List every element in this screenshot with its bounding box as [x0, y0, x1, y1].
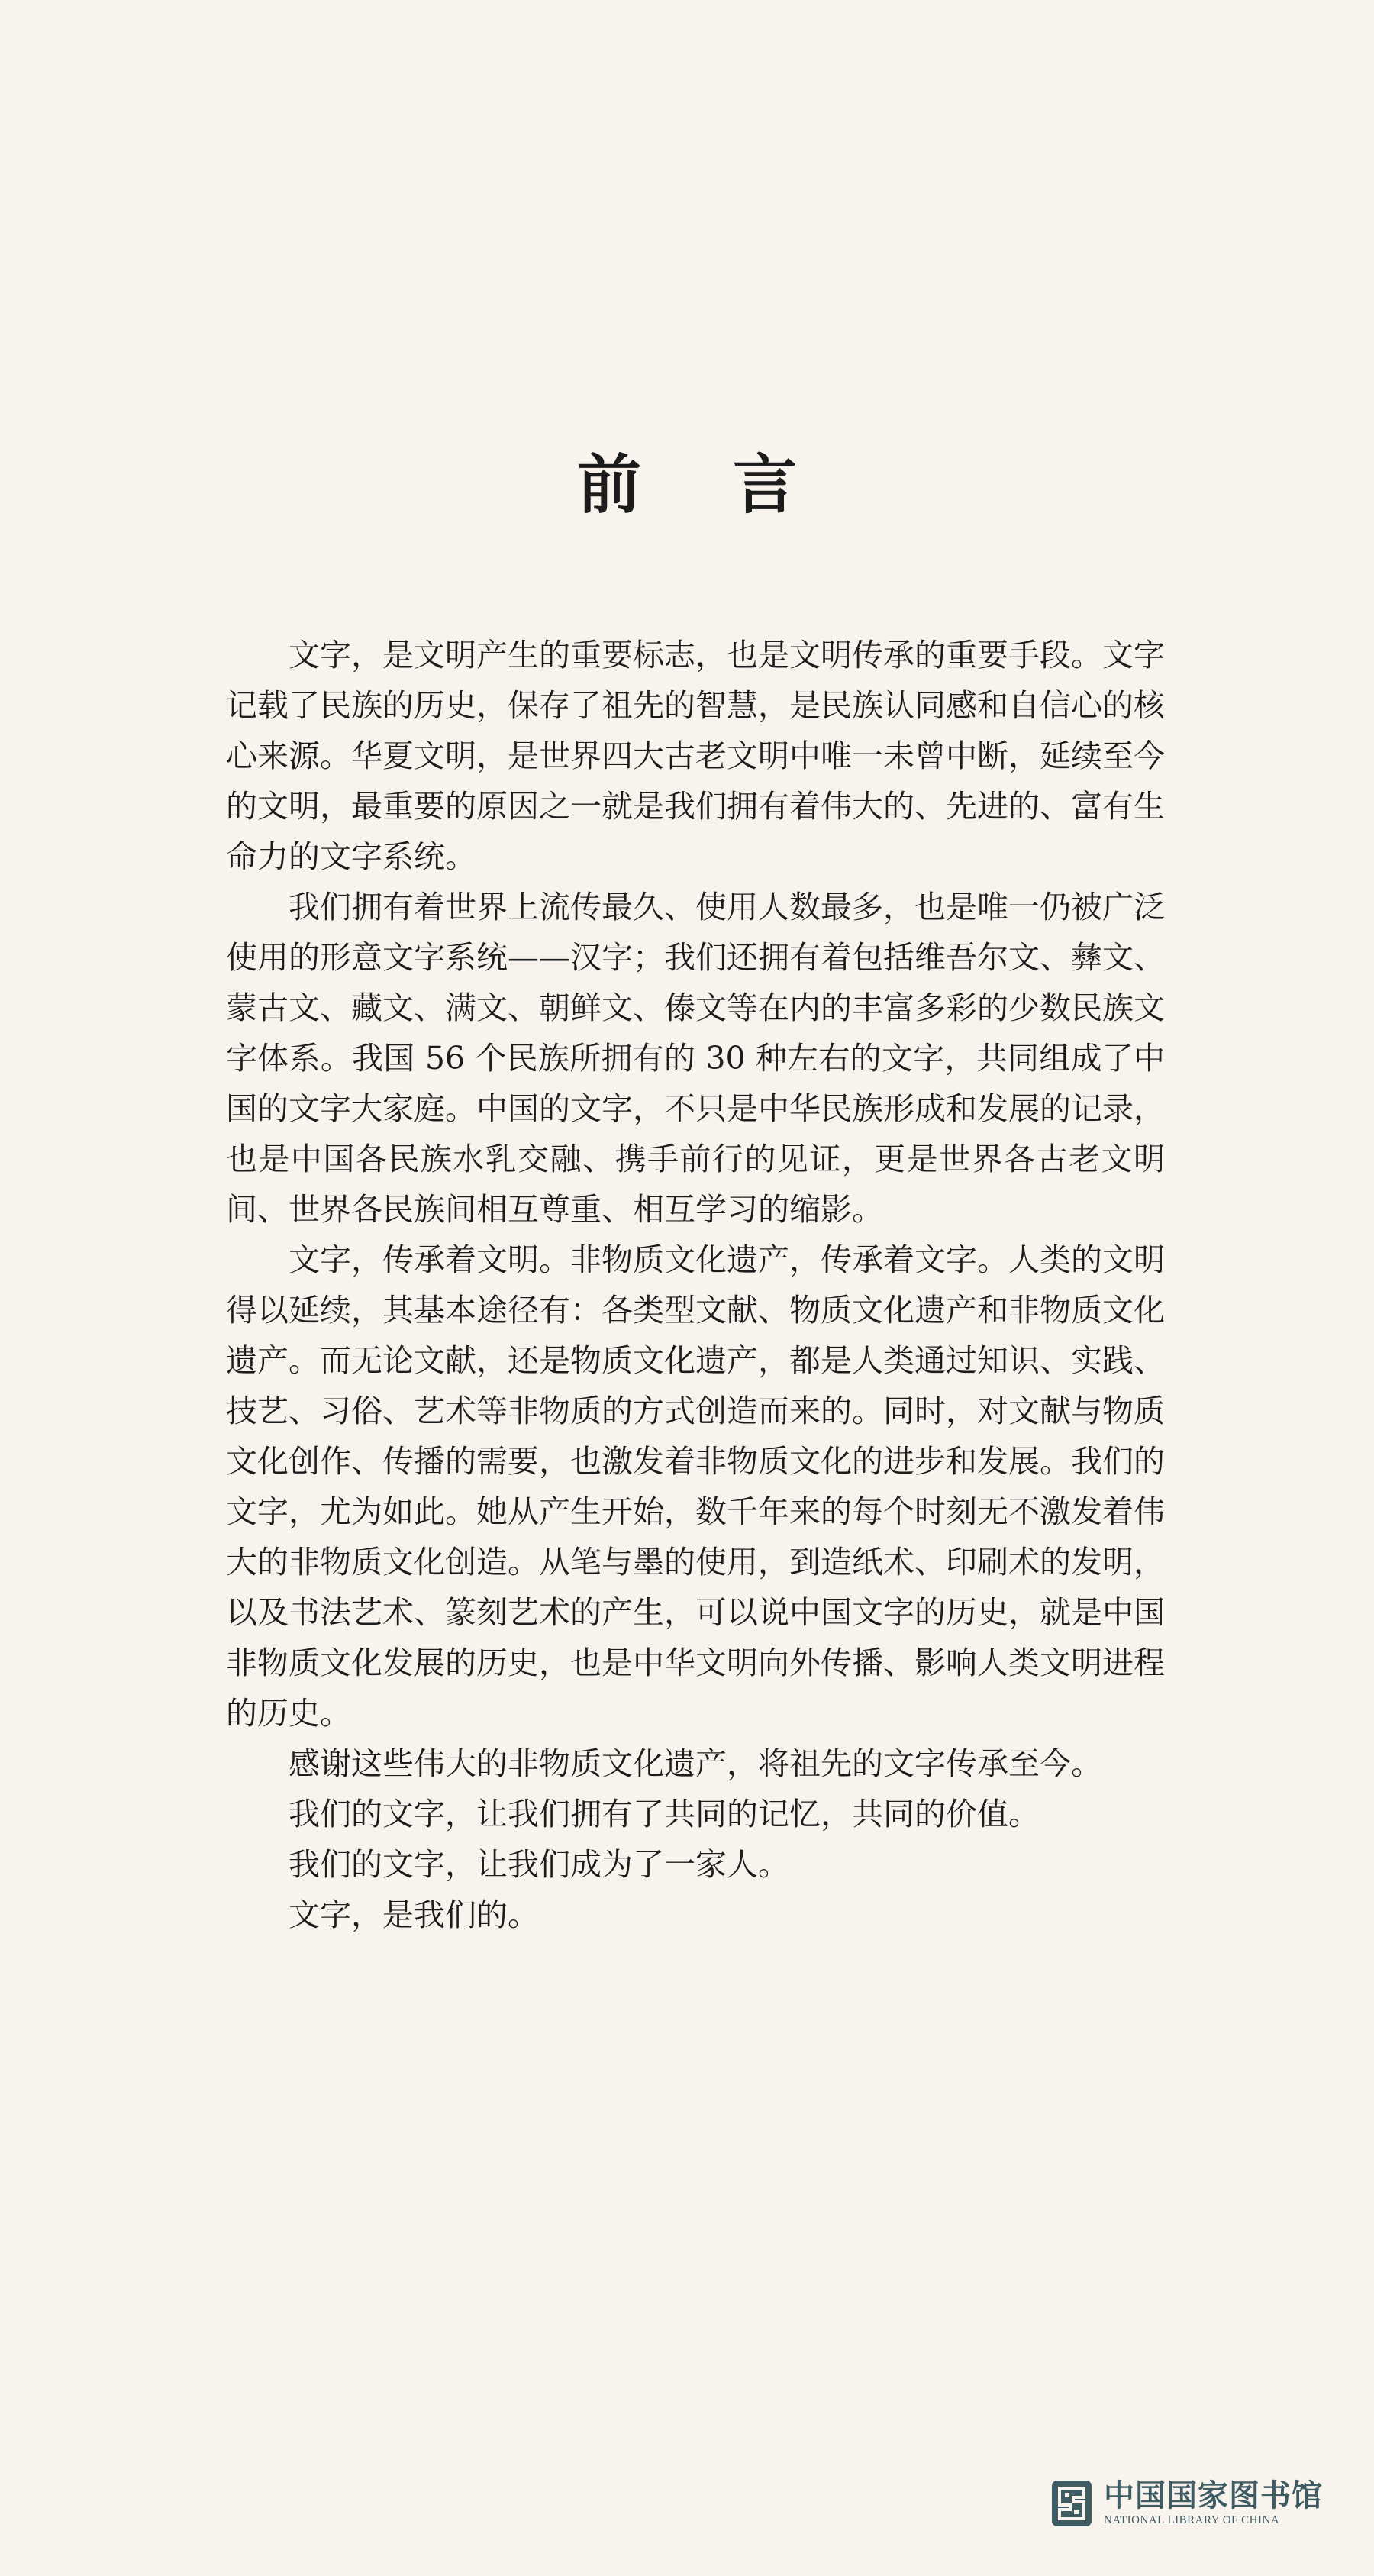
paragraph-4: 感谢这些伟大的非物质文化遗产，将祖先的文字传承至今。: [289, 1745, 1102, 1782]
paragraph-3: 文字，传承着文明。非物质文化遗产，传承着文字。人类的文明得以延续，其基本途径有：各类型文献、物质文化遗产和非物质文化遗产。而无论文献，还是物质文化遗产，都是人类通过知识、实践、技艺、习俗、艺术等非物质的方式创造而来的。同时，对文献与物质文化创作、传播的需要，也激发着非物质文化的进步和发展。我们的文字，尤为如此。她从产生开始，数千年来的每个时刻无不激发着伟大的非物质文化创造。从笔与墨的使用，到造纸术、印刷术的发明，以及书法艺术、篆刻艺术的产生，可以说中国文字的历史，就是中国非物质文化发展的历史，也是中华文明向外传播、影响人类文明进程的历史。: [226, 1241, 1165, 1732]
paragraph-2: 我们拥有着世界上流传最久、使用人数最多，也是唯一仍被广泛使用的形意文字系统——汉字；我们还拥有着包括维吾尔文、彝文、蒙古文、藏文、满文、朝鲜文、傣文等在内的丰富多彩的少数民族文字体系。我国 56 个民族所拥有的 30 种左右的文字，共同组成了中国的文字大家庭。中国的文字，不只是中华民族形成和发展的记录，也是中国各民族水乳交融、携手前行的见证，更是世界各古老文明间、世界各民族间相互尊重、相互学习的缩影。: [226, 889, 1165, 1228]
paragraph-7: 文字，是我们的。: [289, 1896, 539, 1933]
library-emblem-icon: [1050, 2479, 1093, 2528]
library-name-en: NATIONAL LIBRARY OF CHINA: [1104, 2514, 1280, 2526]
library-logo: [1050, 2475, 1340, 2532]
paragraph-5: 我们的文字，让我们拥有了共同的记忆，共同的价值。: [289, 1796, 1040, 1832]
page-title: 前言: [576, 447, 889, 522]
paragraph-1: 文字，是文明产生的重要标志，也是文明传承的重要手段。文字记载了民族的历史，保存了祖先的智慧，是民族认同感和自信心的核心来源。华夏文明，是世界四大古老文明中唯一未曾中断，延续至今的文明，最重要的原因之一就是我们拥有着伟大的、先进的、富有生命力的文字系统。: [226, 637, 1165, 875]
library-name-cn: 中国国家图书馆: [1104, 2478, 1323, 2513]
preface-body: [226, 630, 1165, 1940]
paragraph-6: 我们的文字，让我们成为了一家人。: [289, 1846, 789, 1883]
